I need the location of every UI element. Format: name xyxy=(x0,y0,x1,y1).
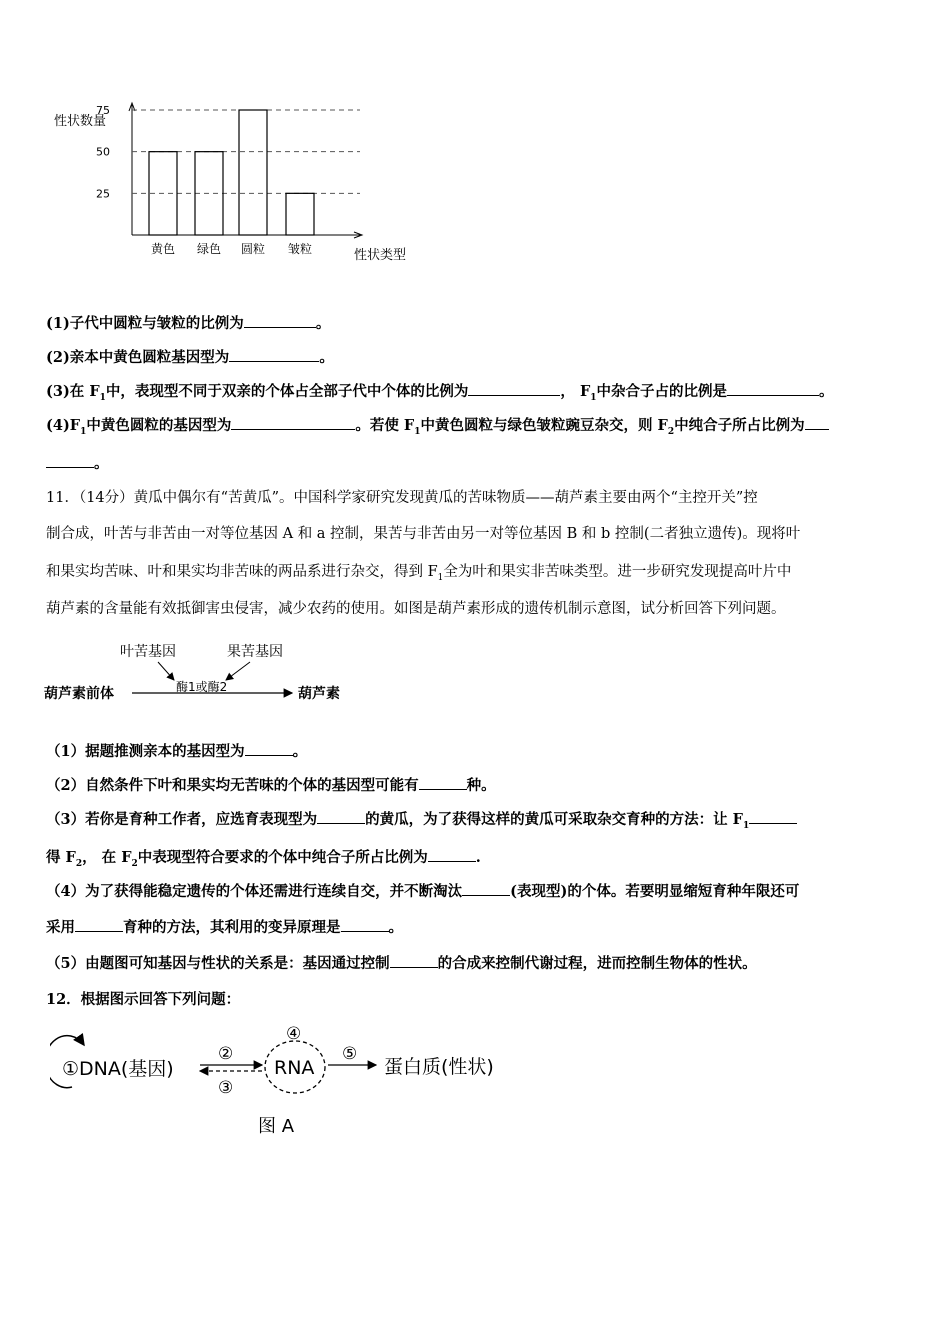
answer-blank xyxy=(428,847,476,863)
enzyme-label: 酶1或酶2 xyxy=(176,680,228,694)
step-5-label: ⑤ xyxy=(342,1044,358,1064)
subscript: 1 xyxy=(99,392,106,403)
q11-text: 和果实均苦味、叶和果实均非苦味的两品系进行杂交，得到 F xyxy=(46,564,438,580)
subscript: 1 xyxy=(414,426,421,437)
x-tick-label: 圆粒 xyxy=(240,242,266,256)
punct: 。 xyxy=(819,383,834,400)
q10-p3-text: 中杂合子占的比例是 xyxy=(596,383,728,400)
answer-blank xyxy=(749,809,797,825)
q11-intro-line4 xyxy=(46,597,786,618)
bar xyxy=(239,110,267,235)
q11-a4-text: 育种的方法，其利用的变异原理是 xyxy=(123,919,341,936)
q10-part3 xyxy=(46,380,834,403)
arrow-leaf-to-enzyme xyxy=(158,662,174,680)
q10-part4 xyxy=(46,414,829,437)
product-label: 葫芦素 xyxy=(298,686,340,702)
q11-intro-line1 xyxy=(46,486,758,507)
q12-intro xyxy=(46,988,240,1009)
q10-p4-text: 。若使 F xyxy=(355,417,415,434)
q11-part5 xyxy=(46,952,757,973)
answer-blank xyxy=(245,741,293,757)
punct: 。 xyxy=(94,455,109,472)
answer-blank xyxy=(462,881,510,897)
answer-blank xyxy=(341,917,389,933)
q11-text: 11．（14分）黄瓜中偶尔有“苦黄瓜”。中国科学家研究发现黄瓜的苦味物质——葫芦素主要由两个“主控开关”控 xyxy=(46,490,758,506)
central-dogma-figure xyxy=(50,1015,550,1140)
q10-p3-text: ， F xyxy=(560,383,591,400)
trait-bar-chart xyxy=(40,95,430,275)
q10-part1 xyxy=(46,312,330,333)
q11-text: 制合成，叶苦与非苦由一对等位基因 A 和 a 控制，果苦与非苦由另一对等位基因 B 和 b 控制(二者独立遗传)。现将叶 xyxy=(46,526,801,542)
q11-a4-text: (表现型)的个体。若要明显缩短育种年限还可 xyxy=(510,883,800,900)
step-4-label: ④ xyxy=(286,1024,302,1044)
q11-a1-text: （1）据题推测亲本的基因型为 xyxy=(46,743,245,760)
q11-a3-text: 得 F xyxy=(46,849,76,866)
dna-label: ①DNA(基因) xyxy=(62,1058,174,1080)
x-tick-label: 绿色 xyxy=(196,242,222,256)
q10-p3-text: (3)在 F xyxy=(46,383,100,400)
q11-intro-line2 xyxy=(46,522,800,543)
answer-blank xyxy=(317,809,365,825)
q11-a5-text: （5）由题图可知基因与性状的关系是：基因通过控制 xyxy=(46,955,390,972)
answer-blank xyxy=(75,917,123,933)
q11-a5-text: 的合成来控制代谢过程，进而控制生物体的性状。 xyxy=(437,955,757,972)
punct: 。 xyxy=(319,349,334,366)
q10-part4-cont xyxy=(46,452,109,473)
punct: 。 xyxy=(388,919,403,936)
q12-text: 12．根据图示回答下列问题： xyxy=(46,991,241,1008)
q11-a4-text: 采用 xyxy=(46,919,75,936)
subscript: 1 xyxy=(590,392,597,403)
q11-part2 xyxy=(46,774,496,795)
arrow-fruit-to-enzyme xyxy=(226,662,250,680)
x-axis-label: 性状类型 xyxy=(354,248,407,263)
q11-part3-cont xyxy=(46,846,481,869)
cucurbitacin-mechanism-diagram xyxy=(40,636,370,710)
punct: . xyxy=(475,849,481,866)
q11-text: 葫芦素的含量能有效抵御害虫侵害，减少农药的使用。如图是葫芦素形成的遗传机制示意图，试分析回答下列问题。 xyxy=(46,601,786,617)
q11-a3-text: 中表现型符合要求的个体中纯合子所占比例为 xyxy=(137,849,428,866)
y-axis-label: 性状数量 xyxy=(54,114,107,129)
subscript: 1 xyxy=(80,426,87,437)
answer-blank xyxy=(805,415,829,431)
q11-a3-text: 的黄瓜，为了获得这样的黄瓜可采取杂交育种的方法：让 F xyxy=(365,811,743,828)
q10-p2-text: (2)亲本中黄色圆粒基因型为 xyxy=(46,349,230,366)
y-tick-label: 75 xyxy=(96,104,110,117)
answer-blank xyxy=(244,313,316,329)
chart-plot-area xyxy=(54,103,406,263)
answer-blank xyxy=(229,347,319,363)
y-tick-label: 25 xyxy=(96,187,110,201)
subscript: 1 xyxy=(437,572,444,583)
gene-fruit-label: 果苦基因 xyxy=(227,644,283,660)
q11-part4-cont xyxy=(46,916,403,937)
q11-intro-line3 xyxy=(46,560,791,583)
q11-part1 xyxy=(46,740,307,761)
precursor-label: 葫芦素前体 xyxy=(44,686,114,702)
step-3-label: ③ xyxy=(218,1078,234,1098)
bar xyxy=(286,193,314,235)
q11-a3-text: （3）若你是育种工作者，应选育表现型为 xyxy=(46,811,318,828)
x-tick-label: 黄色 xyxy=(150,242,176,256)
answer-blank xyxy=(231,415,355,431)
q11-a3-text: ， 在 F xyxy=(82,849,132,866)
x-tick-label: 皱粒 xyxy=(287,242,313,256)
gene-leaf-label: 叶苦基因 xyxy=(120,644,176,660)
answer-blank xyxy=(468,381,560,397)
punct: 。 xyxy=(292,743,308,760)
punct: 种。 xyxy=(466,777,496,794)
q11-text: 全为叶和果实非苦味类型。进一步研究发现提高叶片中 xyxy=(443,564,792,580)
q10-p4-text: (4)F xyxy=(46,417,81,434)
q10-p4-text: 中黄色圆粒的基因型为 xyxy=(86,417,232,434)
rna-label: RNA xyxy=(274,1057,315,1079)
q10-p3-text: 中，表现型不同于双亲的个体占全部子代中个体的比例为 xyxy=(105,383,469,400)
q11-part4 xyxy=(46,880,799,901)
subscript: 2 xyxy=(131,858,138,869)
q10-p4-text: 中纯合子所占比例为 xyxy=(674,417,805,434)
q10-p4-text: 中黄色圆粒与绿色皱粒豌豆杂交，则 F xyxy=(420,417,668,434)
protein-label: 蛋白质(性状) xyxy=(384,1056,494,1078)
answer-blank xyxy=(419,775,467,791)
y-tick-label: 50 xyxy=(96,145,110,159)
answer-blank xyxy=(390,953,438,969)
punct: 。 xyxy=(315,315,331,332)
step-2-label: ② xyxy=(218,1044,234,1064)
subscript: 1 xyxy=(742,820,750,831)
q10-p1-text: (1)子代中圆粒与皱粒的比例为 xyxy=(46,315,244,332)
answer-blank xyxy=(727,381,819,397)
q11-a2-text: （2）自然条件下叶和果实均无苦味的个体的基因型可能有 xyxy=(46,777,419,794)
figure-caption: 图 A xyxy=(258,1116,295,1137)
subscript: 2 xyxy=(75,858,83,869)
q10-part2 xyxy=(46,346,334,367)
q11-part3 xyxy=(46,808,797,831)
answer-blank xyxy=(46,453,94,469)
q11-a4-text: （4）为了获得能稳定遗传的个体还需进行连续自交，并不断淘汰 xyxy=(46,883,463,900)
subscript: 2 xyxy=(667,426,675,437)
